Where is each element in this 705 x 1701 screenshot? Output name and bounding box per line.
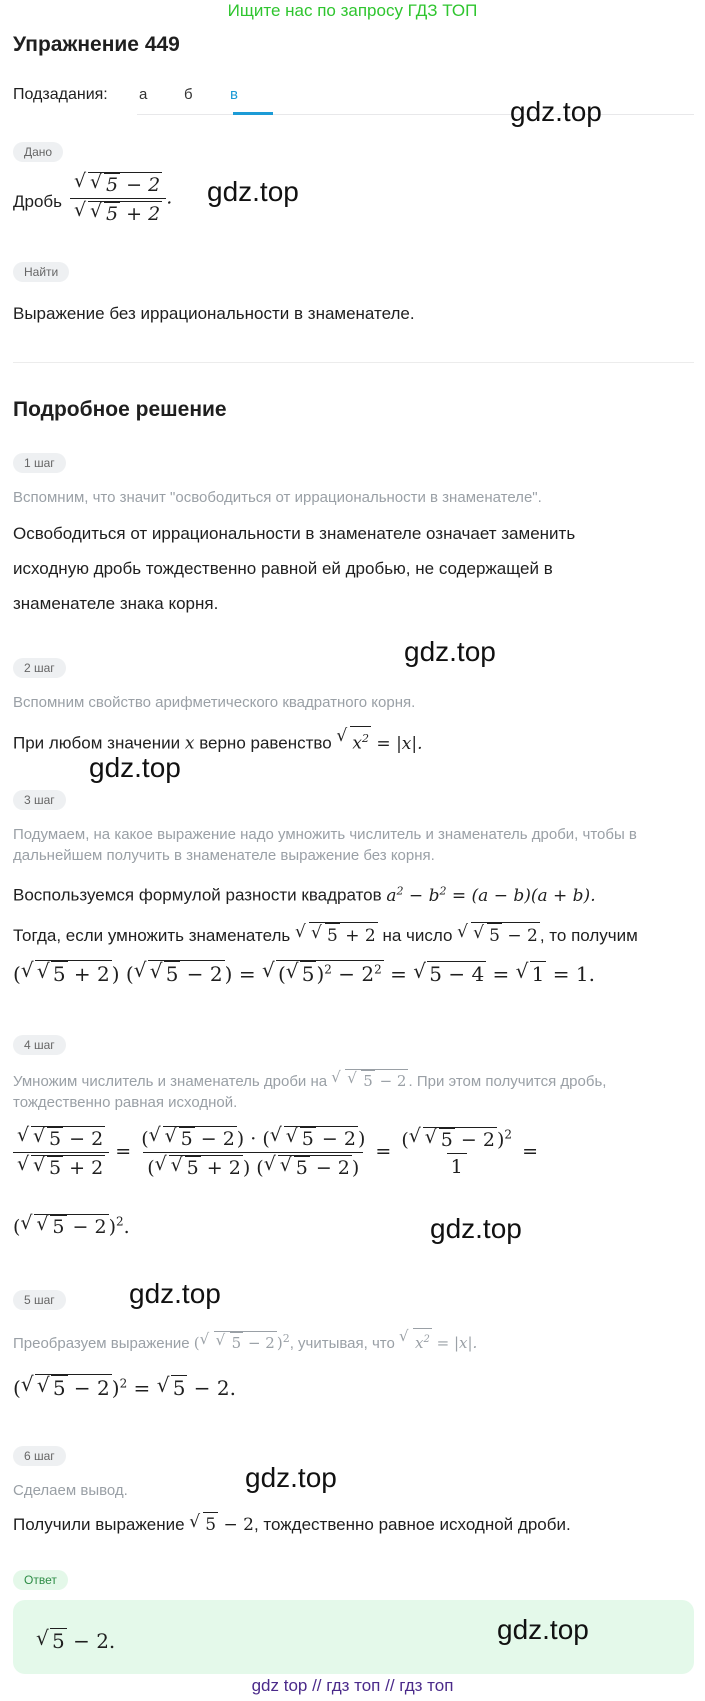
subtask-tab-a[interactable]: а: [139, 86, 148, 103]
step-6-tag: 6 шаг: [13, 1446, 66, 1466]
step-3-tag: 3 шаг: [13, 790, 66, 810]
step-5-tag: 5 шаг: [13, 1290, 66, 1310]
watermark: gdz.top: [510, 96, 602, 127]
step-3-formula: (√ √ 5 + 2 ) (√ √ 5 − 2 ) = √ (√ 5 )$^2 - 2^2$ = √ 5 − 4 = √ 1 = 1.: [13, 960, 595, 986]
step-3-line-2: Тогда, если умножить знаменатель √ √ 5 + 2 на число √ √ 5 − 2 , то получим: [13, 922, 638, 948]
given-tag: Дано: [13, 142, 63, 162]
step-3-hint-1: Подумаем, на какое выражение надо умножить числитель и знаменатель дроби, чтобы в: [13, 826, 637, 843]
step-4-hint-1a: Умножим числитель и знаменатель дроби на: [13, 1073, 328, 1090]
subtask-tab-v[interactable]: в: [230, 86, 238, 103]
step-3-text-1: Воспользуемся формулой разности квадратов: [13, 885, 382, 905]
step-6-text-a: Получили выражение: [13, 1515, 185, 1534]
step-6-text-b: , тождественно равное исходной дроби.: [253, 1515, 571, 1534]
watermark: gdz.top: [89, 752, 181, 783]
step-2-line: При любом значении x верно равенство √ $x^2 = |x|$.: [13, 726, 423, 756]
step-4-formula-tail: (√ √ 5 − 2 )$^2$.: [13, 1214, 130, 1238]
step-3-line-1: Воспользуемся формулой разности квадратов $a^2 - b^2 = (a - b)(a + b)$.: [13, 884, 596, 906]
subtask-active-indicator: [233, 112, 273, 115]
watermark: gdz.top: [245, 1462, 337, 1493]
step-2-text-a: При любом значении: [13, 733, 181, 753]
step-3-text-2b: на число: [382, 926, 453, 945]
find-tag: Найти: [13, 262, 69, 282]
watermark: gdz.top: [430, 1213, 522, 1244]
step-5-hint-a: Преобразуем выражение: [13, 1335, 190, 1352]
step-1-line-1: Освободиться от иррациональности в знаменателе означает заменить: [13, 524, 576, 543]
page-title: Упражнение 449: [13, 33, 180, 56]
step-3-text-2c: , то получим: [539, 926, 638, 945]
solution-title: Подробное решение: [13, 398, 227, 421]
divider: [13, 362, 694, 363]
top-banner: Ищите нас по запросу ГДЗ ТОП: [227, 1, 478, 20]
step-6-line: Получили выражение √ 5 − 2, тождественно равное исходной дроби.: [13, 1512, 571, 1537]
step-2-tag: 2 шаг: [13, 658, 66, 678]
step-4-hint-1: Умножим числитель и знаменатель дроби на √ √ 5 − 2 . При этом получится дробь,: [13, 1069, 606, 1092]
step-1-tag: 1 шаг: [13, 453, 66, 473]
find-text: Выражение без иррациональности в знаменателе.: [13, 304, 415, 323]
step-3-text-2a: Тогда, если умножить знаменатель: [13, 926, 291, 945]
footer-links[interactable]: gdz top // гдз топ // гдз топ: [251, 1676, 454, 1695]
step-2-text-b: верно равенство: [199, 733, 332, 753]
step-5-hint: Преобразуем выражение (√ √ 5 − 2 )$^2$, учитывая, что √ $x^2 = |x|$.: [13, 1328, 477, 1354]
given-prefix: Дробь: [13, 192, 63, 211]
watermark: gdz.top: [129, 1278, 221, 1309]
step-1-line-3: знаменателе знака корня.: [13, 594, 219, 613]
step-4-hint-2: тождественно равная исходной.: [13, 1094, 238, 1111]
step-3-hint-2: дальнейшем получить в знаменателе выражение без корня.: [13, 847, 435, 864]
watermark: gdz.top: [404, 636, 496, 667]
step-4-tag: 4 шаг: [13, 1035, 66, 1055]
subtasks-divider: [137, 114, 694, 115]
step-4-hint-1b: . При этом получится дробь,: [408, 1073, 607, 1090]
step-4-formula: √ √ 5 − 2 √ √ 5 + 2 = $\frac{(√ √ 5 - 2 ) \cdot (√ √ 5 - 2 )}{(√ √ 5 + 2 ) (√ √ 5 - 2 )}$ = $\frac{(√ √ 5 - 2 )^2}{1}$ =: [13, 1126, 538, 1179]
subtask-tab-b[interactable]: б: [184, 86, 193, 103]
answer-tag: Ответ: [13, 1570, 68, 1590]
subtasks-label: Подзадания:: [13, 86, 108, 103]
step-2-hint: Вспомним свойство арифметического квадратного корня.: [13, 694, 416, 711]
given-fraction: √ √ 5 − 2 √ √ 5 + 2 .: [70, 172, 172, 225]
step-1-hint: Вспомним, что значит "освободиться от иррациональности в знаменателе".: [13, 489, 542, 506]
step-5-hint-b: , учитывая, что: [289, 1335, 395, 1352]
step-1-line-2: исходную дробь тождественно равной ей дробью, не содержащей в: [13, 559, 553, 578]
watermark: gdz.top: [207, 176, 299, 207]
step-5-formula: (√ √ 5 − 2 )$^2$ = √ 5 − 2.: [13, 1374, 236, 1400]
step-6-hint: Сделаем вывод.: [13, 1482, 128, 1499]
answer-value: √ 5 − 2.: [36, 1628, 115, 1653]
watermark: gdz.top: [497, 1614, 589, 1645]
